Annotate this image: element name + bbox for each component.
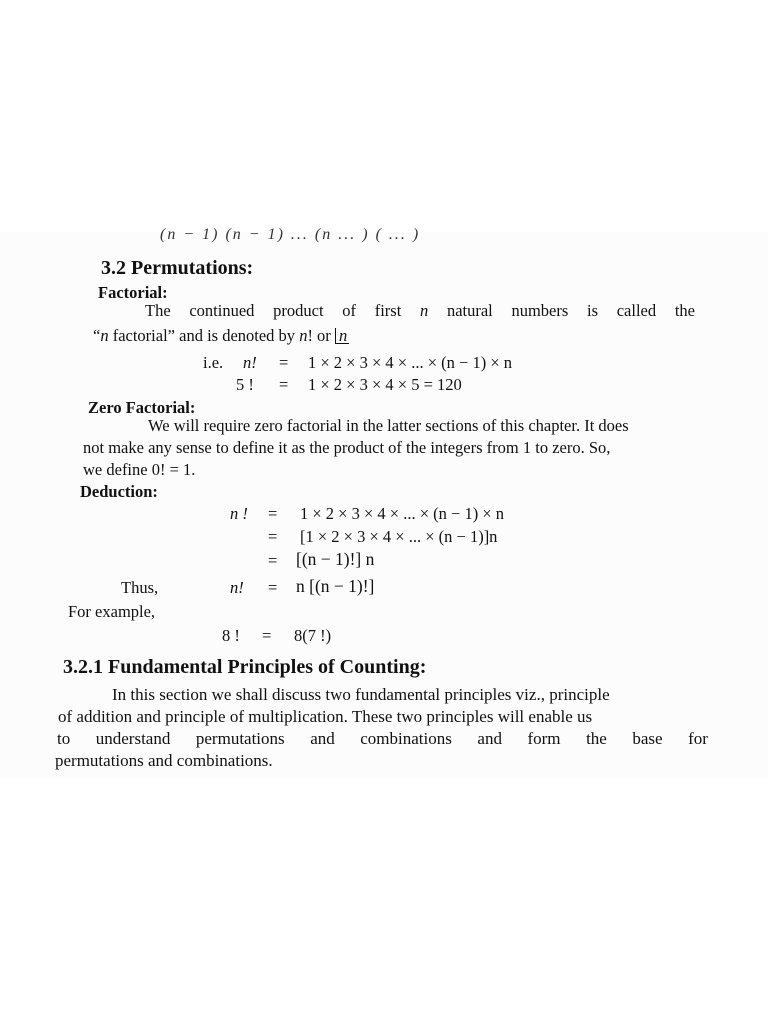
thus-label: Thus, — [121, 578, 159, 597]
deduction-row4-rhs: n [(n − 1)!] — [296, 576, 375, 596]
section-title: 3.2 Permutations: — [101, 257, 254, 279]
subsection-line-2: of addition and principle of multiplication. These two principles will enable us — [58, 707, 593, 726]
word: called — [616, 301, 657, 320]
deduction-row5-operator: = — [262, 626, 272, 645]
subsection-title: 3.2.1 Fundamental Principles of Counting: — [63, 656, 427, 678]
word: and — [310, 729, 335, 748]
deduction-row1-lhs: n ! — [230, 504, 248, 523]
deduction-row2-rhs: [1 × 2 × 3 × 4 × ... × (n − 1)]n — [300, 527, 498, 546]
eq1-lhs: n! — [243, 353, 257, 372]
eq2-rhs: 1 × 2 × 3 × 4 × 5 = 120 — [308, 375, 462, 394]
deduction-row5-rhs: 8(7 !) — [294, 626, 332, 645]
eq2-lhs: 5 ! — [236, 375, 254, 394]
word: permutations — [195, 729, 285, 748]
deduction-row2-operator: = — [268, 527, 278, 546]
word: numbers — [511, 301, 569, 320]
subsection-line-3 — [57, 729, 708, 749]
deduction-row4-lhs: n! — [230, 578, 244, 597]
eq2-operator: = — [279, 375, 289, 394]
word: The — [145, 301, 171, 320]
deduction-row5-lhs: 8 ! — [222, 626, 240, 645]
deduction-row1-operator: = — [268, 504, 278, 523]
deduction-row3-operator: = — [268, 551, 278, 570]
word: is — [587, 301, 599, 320]
subsection-line-4: permutations and combinations. — [55, 751, 273, 770]
deduction-row4-operator: = — [268, 578, 278, 597]
deduction-row3-rhs: [(n − 1)!] n — [296, 549, 375, 569]
eq1-label: i.e. — [203, 353, 224, 372]
word: and — [477, 729, 502, 748]
cut-off-line: (n − 1) (n − 1) ... (n ... ) ( ... ) — [160, 226, 421, 243]
zero-factorial-line-2: not make any sense to define it as the product of the integers from 1 to zero. So, — [83, 438, 611, 457]
word: the — [674, 301, 695, 320]
word: form — [527, 729, 561, 748]
deduction-heading: Deduction: — [80, 482, 158, 501]
for-example-label: For example, — [68, 602, 156, 621]
word: first — [374, 301, 402, 320]
word: for — [688, 729, 708, 748]
zero-factorial-line-3: we define 0! = 1. — [83, 460, 196, 479]
word: base — [632, 729, 663, 748]
word: to — [57, 729, 71, 748]
eq1-rhs: 1 × 2 × 3 × 4 × ... × (n − 1) × n — [308, 353, 513, 372]
word: the — [586, 729, 607, 748]
factorial-heading: Factorial: — [98, 283, 168, 302]
word: n — [420, 301, 429, 320]
deduction-row1-rhs: 1 × 2 × 3 × 4 × ... × (n − 1) × n — [300, 504, 505, 523]
factorial-definition-line-1 — [145, 301, 695, 321]
eq1-operator: = — [279, 353, 289, 372]
word: product — [273, 301, 324, 320]
factorial-definition-line-2: “n factorial” and is denoted by n! or n — [93, 326, 348, 345]
word: natural — [446, 301, 493, 320]
word: continued — [189, 301, 255, 320]
subsection-line-1: In this section we shall discuss two fundamental principles viz., principle — [112, 685, 610, 704]
zero-factorial-line-1: We will require zero factorial in the latter sections of this chapter. It does — [148, 416, 629, 435]
word: combinations — [360, 729, 452, 748]
word: of — [342, 301, 356, 320]
zero-factorial-heading: Zero Factorial: — [88, 398, 196, 417]
factorial-box-notation: n — [335, 328, 349, 344]
word: understand — [95, 729, 171, 748]
